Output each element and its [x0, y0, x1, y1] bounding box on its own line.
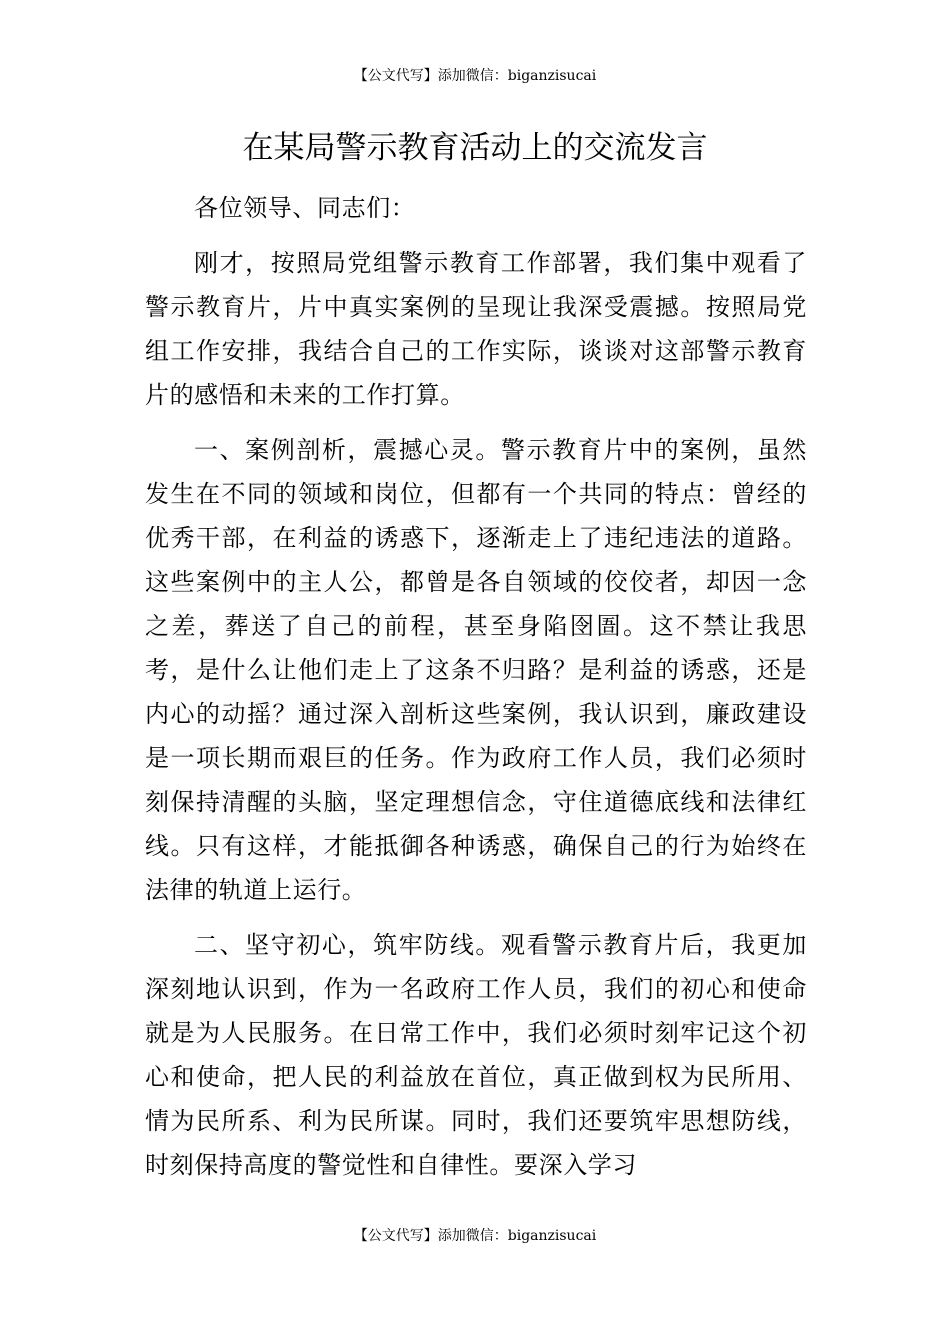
page-footer-note: 【公文代写】添加微信：biganzisucai — [353, 1228, 597, 1244]
paragraph-section-one: 一、案例剖析，震撼心灵。警示教育片中的案例，虽然发生在不同的领域和岗位，但都有一个共同的特点：曾经的优秀干部，在利益的诱惑下，逐渐走上了违纪违法的道路。这些案例中的主人公，都曾是各自领域的佼佼者，却因一念之差，葬送了自己的前程，甚至身陷囹圄。这不禁让我思考，是什么让他们走上了这条不归路？是利益的诱惑，还是内心的动摇？通过深入剖析这些案例，我认识到，廉政建设是一项长期而艰巨的任务。作为政府工作人员，我们必须时刻保持清醒的头脑，坚定理想信念，守住道德底线和法律红线。只有这样，才能抵御各种诱惑，确保自己的行为始终在法律的轨道上运行。 — [145, 436, 807, 904]
document-title: 在某局警示教育活动上的交流发言 — [242, 130, 708, 166]
paragraph-intro: 刚才，按照局党组警示教育工作部署，我们集中观看了警示教育片，片中真实案例的呈现让我深受震撼。按照局党组工作安排，我结合自己的工作实际，谈谈对这部警示教育片的感悟和未来的工作打算。 — [145, 249, 807, 409]
document-body — [145, 186, 807, 1187]
page-header-note: 【公文代写】添加微信：biganzisucai — [353, 68, 597, 84]
paragraph-section-two: 二、坚守初心，筑牢防线。观看警示教育片后，我更加深刻地认识到，作为一名政府工作人员，我们的初心和使命就是为人民服务。在日常工作中，我们必须时刻牢记这个初心和使命，把人民的利益放在首位，真正做到权为民所用、情为民所系、利为民所谋。同时，我们还要筑牢思想防线，时刻保持高度的警觉性和自律性。要深入学习 — [145, 931, 807, 1179]
salutation: 各位领导、同志们： — [194, 194, 416, 222]
